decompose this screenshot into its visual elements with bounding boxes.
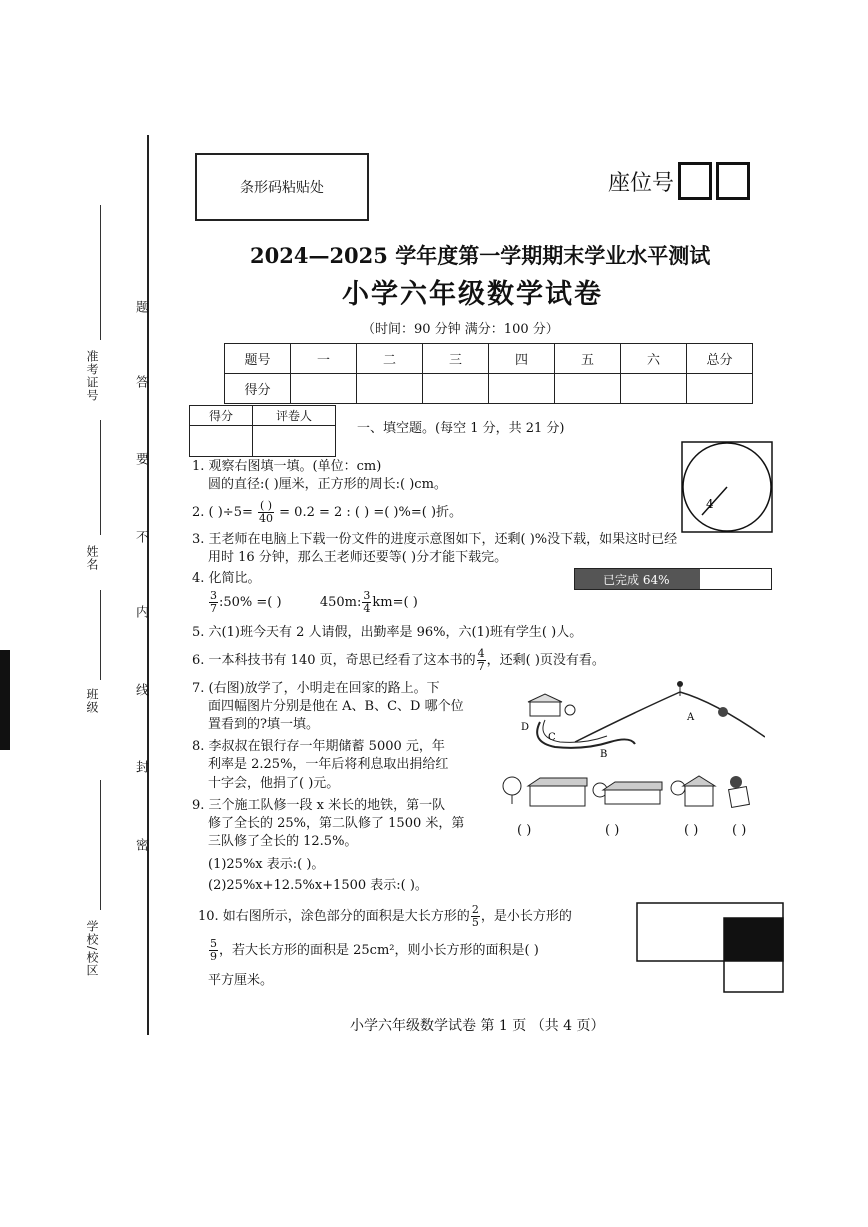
radius-label: 4 — [706, 497, 714, 511]
view-answer-blank[interactable]: ( ) — [684, 823, 699, 838]
question-10-line3: 平方厘米。 — [208, 973, 274, 988]
name-line — [100, 420, 101, 535]
score-header-row — [225, 344, 753, 374]
grader-score-label: 得分 — [190, 406, 253, 426]
question-4-items — [208, 590, 418, 615]
fraction-denominator: 4 — [363, 602, 371, 615]
grader-name-cell[interactable] — [253, 426, 336, 457]
fraction — [258, 500, 274, 525]
seal-char: 要 — [133, 452, 148, 465]
fraction-denominator: 9 — [210, 950, 217, 963]
question-3: 3. 王老师在电脑上下载一份文件的进度示意图如下，还剩( )%没下载，如果这时已经 — [192, 532, 678, 547]
question-4a-text: :50% =( ) — [219, 595, 282, 610]
class-line — [100, 590, 101, 680]
house — [530, 702, 560, 716]
edge-mark — [0, 650, 10, 750]
view-answer-blank[interactable]: ( ) — [732, 823, 747, 838]
question-4b-text: km=( ) — [372, 595, 418, 610]
barcode-box — [195, 153, 369, 221]
score-header-cell: 四 — [489, 344, 555, 374]
fraction — [362, 590, 371, 615]
fraction — [477, 648, 486, 673]
seat-number — [608, 162, 750, 200]
fraction-numerator: ( ) — [259, 499, 273, 512]
grader-score-cell[interactable] — [190, 426, 253, 457]
roof — [528, 694, 562, 702]
score-header-cell: 题号 — [225, 344, 291, 374]
score-cell[interactable] — [621, 374, 687, 404]
roof — [528, 778, 587, 786]
exam-title: 2024—2025 学年度第一学期期末学业水平测试 — [250, 243, 711, 268]
exam-meta: （时间：90 分钟 满分：100 分） — [362, 322, 559, 337]
seal-char: 封 — [133, 760, 148, 773]
question-9-line2: 修了全长的 25%，第二队修了 1500 米，第 — [208, 816, 465, 831]
score-header-cell: 五 — [555, 344, 621, 374]
tree — [730, 776, 742, 788]
circle-in-square-figure — [680, 440, 774, 534]
question-9-part-1: (1)25%x 表示:( )。 — [208, 857, 325, 872]
question-1: 1. 观察右图填一填。(单位：cm) — [192, 459, 382, 474]
map-label-c: C — [548, 732, 556, 743]
seat-label: 座位号 — [608, 170, 675, 196]
exam-subtitle: 小学六年级数学试卷 — [342, 279, 603, 310]
seal-char: 答 — [133, 375, 148, 388]
question-2-start: 2. ( )÷5= — [192, 505, 253, 520]
question-5: 5. 六(1)班今天有 2 人请假，出勤率是 96%，六(1)班有学生( )人。 — [192, 625, 583, 640]
house-view-1 — [530, 786, 585, 806]
exam-id-label: 准考证号 — [85, 350, 99, 402]
view-answer-blank[interactable]: ( ) — [605, 823, 620, 838]
score-cell[interactable] — [423, 374, 489, 404]
name-label: 姓名 — [85, 545, 99, 571]
fraction-numerator: 5 — [210, 937, 217, 950]
score-header-cell: 一 — [291, 344, 357, 374]
score-cell[interactable] — [687, 374, 753, 404]
seal-char: 内 — [133, 605, 148, 618]
view-answer-blank[interactable]: ( ) — [517, 823, 532, 838]
score-cell[interactable] — [555, 374, 621, 404]
four-view-pictures — [500, 772, 770, 812]
score-header-cell: 总分 — [687, 344, 753, 374]
house-view-4 — [729, 787, 750, 808]
question-7-line2: 面四幅图片分别是他在 A、B、C、D 哪个位 — [208, 699, 464, 714]
question-2 — [192, 500, 462, 525]
walk-home-map-illustration — [515, 672, 765, 767]
page-footer: 小学六年级数学试卷 第 1 页 （共 4 页） — [350, 1018, 605, 1034]
class-label: 班级 — [85, 688, 99, 714]
score-header-cell: 二 — [357, 344, 423, 374]
question-6 — [192, 648, 605, 673]
seal-char: 密 — [133, 838, 148, 851]
question-9-part-2: (2)25%x+12.5%x+1500 表示:( )。 — [208, 878, 428, 893]
map-label-b: B — [600, 749, 608, 760]
question-6-start: 6. 一本科技书有 140 页，奇思已经看了这本书的 — [192, 653, 476, 668]
seat-box[interactable] — [678, 162, 712, 200]
question-6-end: ，还剩( )页没有看。 — [486, 653, 605, 668]
grader-table — [189, 405, 336, 457]
shaded-overlap — [724, 918, 783, 961]
tree — [565, 705, 575, 715]
exam-id-line — [100, 205, 101, 340]
download-progress-bar — [574, 568, 772, 590]
house-view-2 — [605, 790, 660, 804]
question-4: 4. 化简比。 — [192, 571, 261, 586]
fraction-denominator: 7 — [477, 660, 485, 673]
question-2-end: = 0.2 = 2 : ( ) =( )%=( )折。 — [279, 505, 463, 520]
question-10-mid: ，是小长方形的 — [480, 909, 572, 924]
tree — [503, 777, 521, 795]
roof — [683, 776, 715, 786]
seal-char: 不 — [133, 530, 148, 543]
fraction-numerator: 4 — [477, 647, 485, 660]
question-9-line3: 三队修了全长的 12.5%。 — [208, 834, 358, 849]
seal-char: 题 — [133, 300, 148, 313]
section-title: 一、填空题。(每空 1 分，共 21 分) — [357, 421, 565, 436]
question-7-line3: 置看到的?填一填。 — [208, 717, 319, 732]
score-cell[interactable] — [357, 374, 423, 404]
fraction — [209, 590, 218, 615]
question-3-line2: 用时 16 分钟，那么王老师还要等( )分才能下载完。 — [208, 550, 508, 565]
score-header-cell: 六 — [621, 344, 687, 374]
barcode-label: 条形码粘贴处 — [240, 180, 324, 196]
fraction-denominator: 7 — [210, 602, 217, 615]
question-10-text: ，若大长方形的面积是 25cm²，则小长方形的面积是( ) — [219, 943, 539, 958]
school-label: 学校/校区 — [85, 920, 99, 978]
roof — [603, 782, 662, 790]
hill — [575, 692, 765, 742]
school-line — [100, 780, 101, 910]
map-label-d: D — [521, 722, 530, 733]
score-cell[interactable] — [489, 374, 555, 404]
question-10 — [198, 904, 572, 929]
fraction — [209, 938, 218, 963]
question-8-line2: 利率是 2.25%，一年后将利息取出捐给红 — [208, 757, 449, 772]
progress-label: 已完成 64% — [603, 573, 670, 587]
score-row-label: 得分 — [225, 374, 291, 404]
seat-box[interactable] — [716, 162, 750, 200]
house-view-3 — [685, 786, 713, 806]
question-8: 8. 李叔叔在银行存一年期储蓄 5000 元，年 — [192, 739, 445, 754]
fraction-numerator: 3 — [210, 589, 217, 602]
person — [677, 681, 683, 687]
question-10-start: 10. 如右图所示，涂色部分的面积是大长方形的 — [198, 909, 470, 924]
question-7: 7. (右图)放学了，小明走在回家的路上。下 — [192, 681, 440, 696]
map-label-a: A — [687, 712, 695, 723]
score-header-cell: 三 — [423, 344, 489, 374]
score-table — [224, 343, 753, 404]
question-10-line2 — [208, 938, 539, 963]
question-4b-start: 450m: — [319, 595, 362, 610]
question-9: 9. 三个施工队修一段 x 米长的地铁，第一队 — [192, 798, 446, 813]
fraction-numerator: 3 — [363, 589, 371, 602]
question-8-line3: 十字会，他捐了( )元。 — [208, 776, 340, 791]
score-value-row — [225, 374, 753, 404]
fraction-denominator: 5 — [471, 916, 479, 929]
seal-char: 线 — [133, 683, 148, 696]
fraction — [471, 904, 480, 929]
question-1-line2: 圆的直径:( )厘米，正方形的周长:( )cm。 — [208, 477, 447, 492]
rectangles-figure — [636, 902, 786, 994]
tree — [671, 781, 685, 795]
fraction-denominator: 40 — [259, 512, 274, 525]
grader-name-label: 评卷人 — [253, 406, 336, 426]
binding-line — [147, 135, 149, 1035]
fraction-numerator: 2 — [471, 903, 479, 916]
tree — [718, 707, 728, 717]
score-cell[interactable] — [291, 374, 357, 404]
